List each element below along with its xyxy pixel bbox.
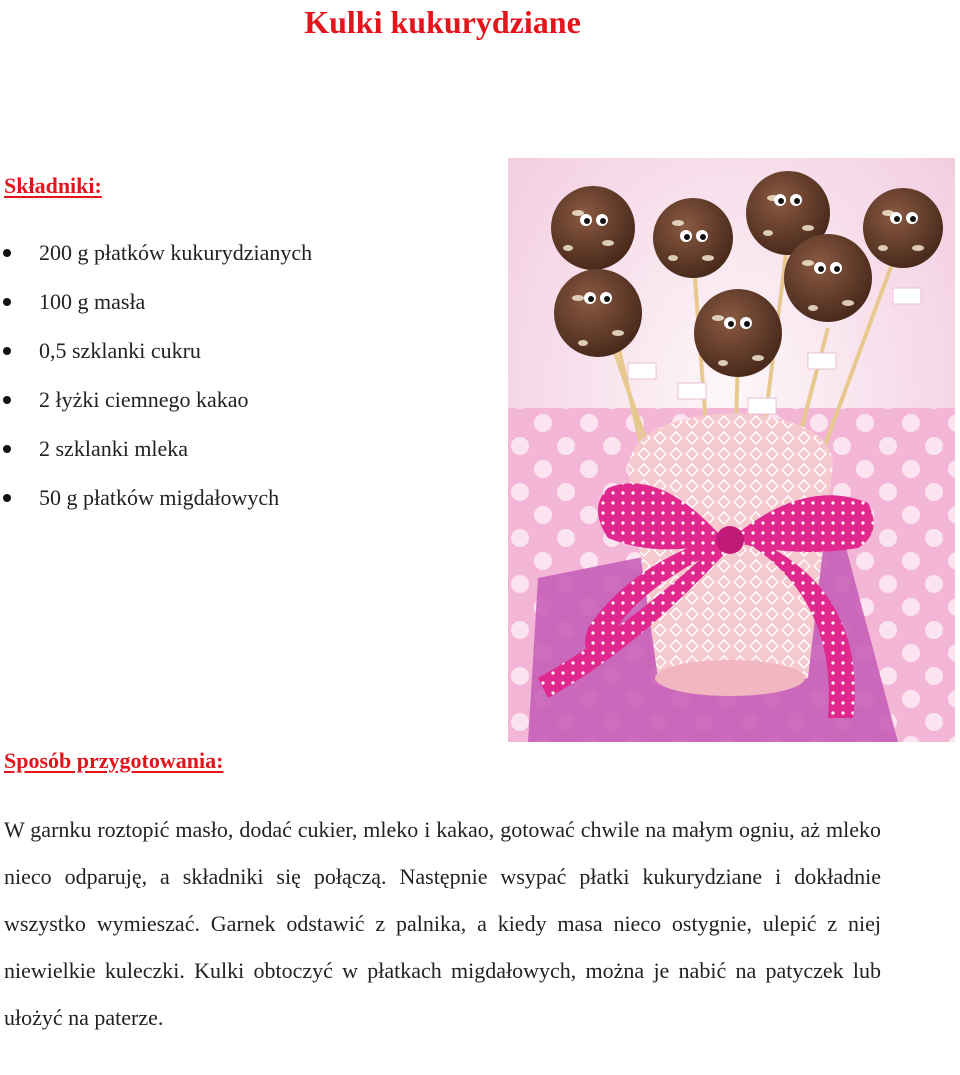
bullet-icon: [3, 396, 11, 404]
recipe-photo: [508, 158, 955, 742]
list-item: [0, 477, 312, 526]
ingredients-list: [0, 232, 312, 526]
ingredient-text: 100 g masła: [39, 289, 146, 314]
ingredient-text: 2 łyżki ciemnego kakao: [39, 387, 249, 412]
list-item: [0, 330, 312, 379]
ingredient-text: 2 szklanki mleka: [39, 436, 189, 461]
method-text: W garnku roztopić masło, dodać cukier, mleko i kakao, gotować chwile na małym ogniu, aż mleko nieco odparuję, a składniki się połączą. Następnie wsypać płatki kukurydziane i dokładnie wszystko wymieszać. Garnek odstawić z palnika, a kiedy masa nieco ostygnie, ulepić z niej niewielkie kuleczki. Kulki obtoczyć w płatkach migdałowych, można je nabić na patyczek lub ułożyć na paterze.: [4, 817, 881, 1030]
recipe-title: Kulki kukurydziane: [304, 4, 581, 40]
list-item: [0, 281, 312, 330]
ingredient-text: 0,5 szklanki cukru: [39, 338, 201, 363]
bullet-icon: [3, 445, 11, 453]
bullet-icon: [3, 494, 11, 502]
ingredient-text: 200 g płatków kukurydzianych: [39, 240, 313, 265]
list-item: [0, 232, 312, 281]
bullet-icon: [3, 249, 11, 257]
list-item: [0, 428, 312, 477]
ingredients-heading: Składniki:: [4, 173, 102, 198]
list-item: [0, 379, 312, 428]
bullet-icon: [3, 298, 11, 306]
bullet-icon: [3, 347, 11, 355]
ingredient-text: 50 g płatków migdałowych: [39, 485, 280, 510]
method-heading: Sposób przygotowania:: [4, 748, 224, 773]
